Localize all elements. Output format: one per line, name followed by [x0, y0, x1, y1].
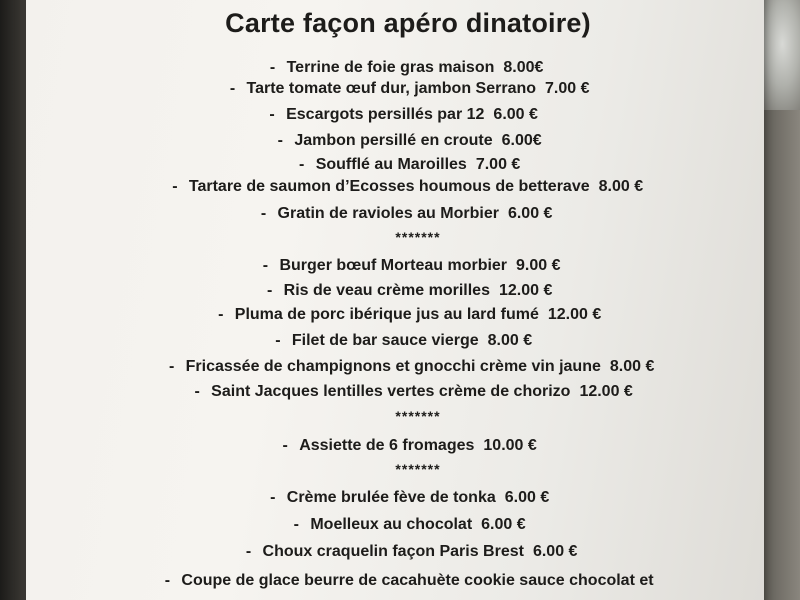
item-price: 6.00 € [481, 516, 526, 533]
section-separator: ******* [395, 229, 441, 245]
menu-item [10, 542, 800, 562]
item-dash: - [282, 437, 288, 454]
item-dash: - [262, 257, 269, 274]
menu-item [10, 357, 800, 377]
item-price: 8.00€ [503, 59, 544, 76]
section-separator: ******* [395, 408, 441, 424]
menu-item [8, 488, 800, 508]
item-price: 6.00 € [504, 489, 550, 506]
item-price: 6.00 € [493, 106, 538, 123]
item-dash: - [270, 489, 276, 506]
item-price: 8.00 € [598, 178, 644, 195]
item-name: Tarte tomate œuf dur, jambon Serrano [246, 80, 537, 97]
item-name: Soufflé au Maroilles [315, 156, 467, 173]
menu-item [6, 177, 800, 197]
item-name: Escargots persillés par 12 [286, 106, 485, 123]
item-price: 12.00 € [547, 306, 602, 323]
menu-item [12, 382, 800, 402]
item-dash: - [299, 156, 305, 173]
item-price: 6.00 € [507, 205, 553, 222]
item-name: Tartare de saumon d’Ecosses houmous de betterave [188, 178, 590, 195]
item-price: 6.00 € [532, 543, 578, 560]
item-dash: - [269, 106, 275, 123]
item-dash: - [277, 132, 283, 149]
item-name: Filet de bar sauce vierge [291, 332, 479, 349]
item-price: 12.00 € [579, 383, 633, 400]
item-price: 7.00 € [545, 80, 590, 97]
item-dash: - [245, 543, 252, 560]
item-price: 6.00€ [501, 132, 542, 149]
menu-item [12, 571, 800, 591]
menu-item [8, 79, 800, 99]
menu-item [10, 256, 800, 276]
item-dash: - [260, 205, 267, 222]
item-dash: - [229, 80, 236, 97]
item-name: Assiette de 6 fromages [299, 437, 475, 454]
item-name: Jambon persillé en croute [294, 132, 493, 149]
item-dash: - [164, 572, 171, 589]
item-name: Coupe de glace beurre de cacahuète cookie sauce chocolat et [181, 572, 654, 589]
menu-item [8, 305, 800, 325]
menu-item [8, 155, 800, 175]
item-dash: - [168, 358, 175, 375]
section-separator: ******* [395, 461, 441, 477]
item-price: 8.00 € [609, 358, 655, 375]
item-name: Choux craquelin façon Paris Brest [262, 543, 524, 560]
item-dash: - [194, 383, 200, 400]
menu-item [5, 204, 800, 224]
menu-item [5, 58, 800, 78]
item-name: Saint Jacques lentilles vertes crème de chorizo [211, 383, 571, 400]
menu-title: Carte façon apéro dinatoire) [225, 8, 591, 38]
item-price: 12.00 € [498, 282, 553, 299]
item-name: Terrine de foie gras maison [286, 59, 495, 76]
item-price: 8.00 € [487, 332, 533, 349]
item-name: Crème brulée fève de tonka [286, 489, 496, 506]
item-price: 10.00 € [483, 437, 537, 454]
item-name: Gratin de ravioles au Morbier [277, 205, 499, 222]
item-dash: - [218, 306, 224, 323]
item-name: Moelleux au chocolat [310, 516, 473, 533]
item-dash: - [266, 282, 273, 299]
item-price: 7.00 € [475, 156, 521, 173]
menu-item [8, 281, 800, 301]
item-name: Fricassée de champignons et gnocchi crème vin jaune [185, 358, 601, 375]
menu-item [2, 105, 800, 125]
menu-item [8, 515, 800, 535]
item-dash: - [293, 516, 299, 533]
menu-item [2, 331, 800, 351]
item-name: Burger bœuf Morteau morbier [279, 257, 508, 274]
item-price: 9.00 € [516, 257, 561, 274]
item-dash: - [269, 59, 276, 76]
menu-item [8, 131, 800, 151]
menu-item [8, 436, 800, 456]
item-dash: - [275, 332, 281, 349]
item-dash: - [172, 178, 178, 195]
item-name: Ris de veau crème morilles [283, 282, 490, 299]
item-name: Pluma de porc ibérique jus au lard fumé [234, 306, 539, 323]
